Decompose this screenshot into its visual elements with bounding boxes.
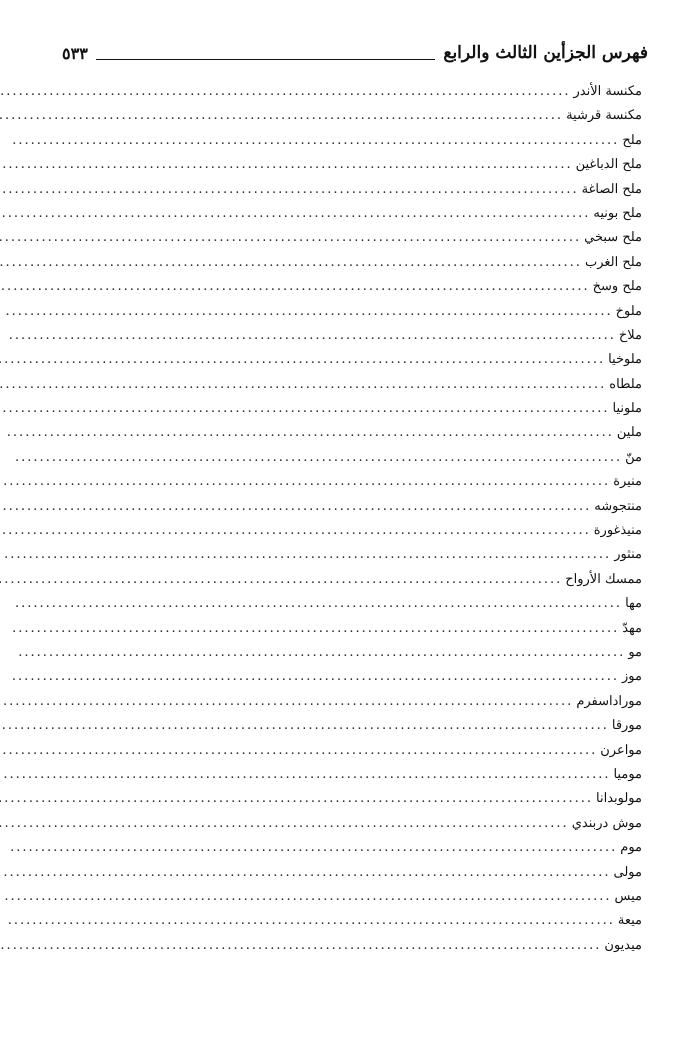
index-entry xyxy=(0,226,642,250)
entry-term: مكنسة الأندر xyxy=(573,84,642,99)
entry-term: منيذغورة xyxy=(593,523,642,539)
index-entry xyxy=(0,153,642,177)
entry-term: موميا xyxy=(613,766,642,782)
index-entry xyxy=(0,690,642,714)
leader-dots xyxy=(0,421,614,445)
index-entry xyxy=(0,665,642,689)
entry-term: ملح الغرب xyxy=(584,254,642,270)
leader-dots xyxy=(0,739,597,763)
leader-dots xyxy=(0,324,616,348)
entry-term: ملح وسخ xyxy=(592,279,642,295)
leader-dots xyxy=(0,397,610,421)
leader-dots xyxy=(0,446,622,470)
leader-dots xyxy=(0,178,579,202)
leader-dots xyxy=(0,861,611,885)
index-entry xyxy=(0,519,642,543)
entry-term: ملح سبخي xyxy=(584,230,642,246)
leader-dots xyxy=(0,836,617,860)
index-entry xyxy=(0,641,642,665)
entry-term: ملاخ xyxy=(618,327,642,343)
leader-dots xyxy=(0,763,610,787)
entry-term: منتجوشه xyxy=(594,498,642,514)
index-entry xyxy=(0,80,642,104)
leader-dots xyxy=(0,641,625,665)
entry-term: ميس xyxy=(614,888,642,904)
leader-dots xyxy=(0,373,606,397)
leader-dots xyxy=(0,714,609,738)
leader-dots xyxy=(0,787,593,811)
leader-dots xyxy=(0,153,573,177)
entry-term: منّ xyxy=(625,449,642,465)
entry-term: ملونيا xyxy=(612,401,642,417)
leader-dots xyxy=(0,519,591,543)
leader-dots xyxy=(0,885,612,909)
index-entry xyxy=(0,446,642,470)
index-entry xyxy=(0,568,642,592)
index-entry xyxy=(0,104,642,128)
entry-term: مولوبدانا xyxy=(596,791,642,807)
entry-term: ملطاه xyxy=(609,376,642,392)
leader-dots xyxy=(0,495,591,519)
index-entry xyxy=(0,275,642,299)
entry-term: مكنسة قرشية xyxy=(566,108,642,124)
index-entry xyxy=(0,763,642,787)
leader-dots xyxy=(0,909,615,933)
leader-dots xyxy=(0,275,590,299)
index-entry xyxy=(0,714,642,738)
index-entry xyxy=(0,178,642,202)
entry-term: ملين xyxy=(616,425,642,441)
leader-dots xyxy=(0,202,590,226)
index-entry xyxy=(0,373,642,397)
entry-term: ممسك الأرواح xyxy=(565,571,642,587)
entry-term: ملح xyxy=(622,132,642,148)
leader-dots xyxy=(0,665,619,689)
index-entry xyxy=(0,861,642,885)
index-columns xyxy=(62,80,648,1007)
index-entry xyxy=(0,885,642,909)
leader-dots xyxy=(0,543,611,567)
index-entry xyxy=(0,324,642,348)
index-entry xyxy=(0,495,642,519)
entry-term: موش دربندي xyxy=(571,815,642,831)
leader-dots xyxy=(0,592,622,616)
entry-term: ملح الصاغة xyxy=(581,181,642,197)
entry-term: مهدّ xyxy=(622,620,642,636)
index-entry xyxy=(0,934,642,958)
running-title: فهرس الجزأين الثالث والرابع xyxy=(443,43,648,63)
entry-term: ميعة xyxy=(617,913,642,929)
index-entry xyxy=(0,909,642,933)
leader-dots xyxy=(0,568,562,592)
leader-dots xyxy=(0,348,605,372)
entry-term: مورقا xyxy=(611,718,642,734)
leader-dots xyxy=(0,300,613,324)
index-entry xyxy=(0,129,642,153)
leader-dots xyxy=(0,617,619,641)
index-entry xyxy=(0,251,642,275)
index-entry xyxy=(0,543,642,567)
entry-term: ميديون xyxy=(604,937,642,953)
index-entry xyxy=(0,348,642,372)
entry-term: منثور xyxy=(614,547,642,563)
leader-dots xyxy=(0,129,619,153)
entry-term: ملوخيا xyxy=(608,352,642,368)
leader-dots xyxy=(0,470,610,494)
index-entry xyxy=(0,787,642,811)
entry-term: مواعرن xyxy=(600,742,642,758)
entry-term: مها xyxy=(625,596,642,612)
index-entry xyxy=(0,836,642,860)
index-entry xyxy=(0,397,642,421)
index-entry xyxy=(0,300,642,324)
page-number: ٥٣٣ xyxy=(62,43,88,63)
index-column-right xyxy=(0,80,648,1007)
entry-term: مولى xyxy=(613,864,642,880)
leader-dots xyxy=(0,934,601,958)
leader-dots xyxy=(0,812,569,836)
header-rule xyxy=(96,47,436,60)
index-entry xyxy=(0,202,642,226)
entry-term: منيرة xyxy=(613,474,642,490)
entry-term: ملح بونيه xyxy=(593,205,642,221)
index-entry xyxy=(0,470,642,494)
leader-dots xyxy=(0,251,582,275)
index-entry xyxy=(0,592,642,616)
entry-term: ملح الدباغين xyxy=(575,157,642,173)
leader-dots xyxy=(0,80,570,104)
entry-term: موراداسفرم xyxy=(576,693,642,709)
entry-term: موز xyxy=(622,669,642,685)
entry-term: ملوخ xyxy=(615,303,642,319)
entry-term: موم xyxy=(620,840,642,856)
leader-dots xyxy=(0,104,563,128)
entry-term: مو xyxy=(628,644,642,660)
index-entry xyxy=(0,812,642,836)
page-header xyxy=(62,38,648,68)
leader-dots xyxy=(0,690,573,714)
index-entry xyxy=(0,617,642,641)
index-entry xyxy=(0,421,642,445)
index-entry xyxy=(0,739,642,763)
leader-dots xyxy=(0,226,581,250)
